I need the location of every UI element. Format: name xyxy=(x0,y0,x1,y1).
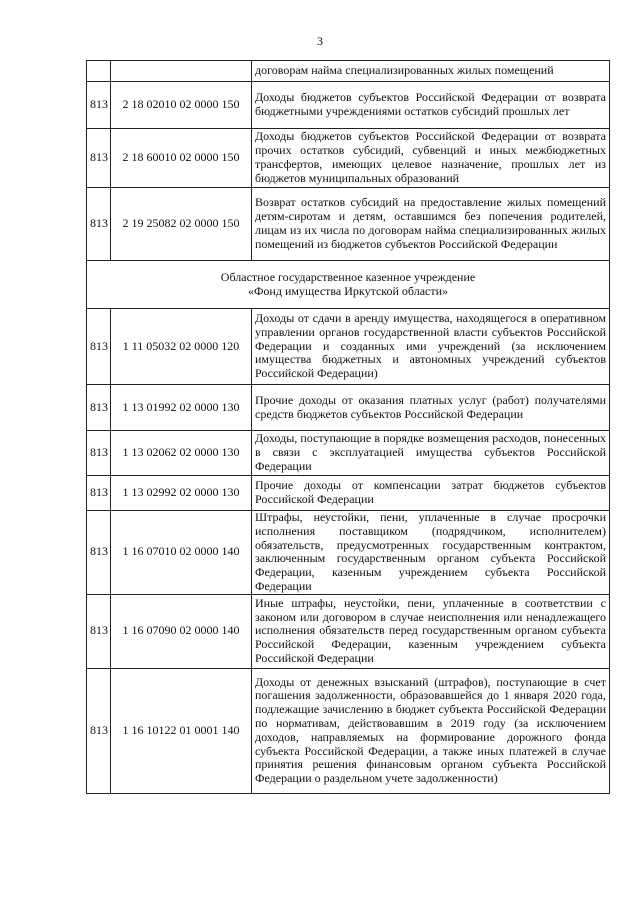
budget-code-cell: 2 18 02010 02 0000 150 xyxy=(111,82,252,129)
budget-code-cell: 1 13 02062 02 0000 130 xyxy=(111,431,252,476)
table-row xyxy=(87,385,610,431)
table-row xyxy=(87,511,610,595)
admin-code-cell: 813 xyxy=(87,129,111,188)
table-row xyxy=(87,61,610,82)
admin-code-cell: 813 xyxy=(87,431,111,476)
description-cell: Доходы, поступающие в порядке возмещения расходов, понесенных в связи с эксплуатацией имущества субъектов Российской Федерации xyxy=(252,431,610,476)
admin-code-cell: 813 xyxy=(87,385,111,431)
budget-code-cell: 1 16 07090 02 0000 140 xyxy=(111,594,252,668)
admin-code-cell: 813 xyxy=(87,476,111,511)
budget-code-cell: 1 13 01992 02 0000 130 xyxy=(111,385,252,431)
revenue-codes-table xyxy=(86,60,610,794)
budget-code-cell: 1 16 10122 01 0001 140 xyxy=(111,668,252,793)
description-cell: договорам найма специализированных жилых помещений xyxy=(252,61,610,82)
section-title-line-1: Областное государственное казенное учреждение xyxy=(220,269,476,284)
budget-code-cell: 1 13 02992 02 0000 130 xyxy=(111,476,252,511)
section-header-row xyxy=(87,261,610,309)
description-cell: Доходы бюджетов субъектов Российской Федерации от возврата бюджетными учреждениями остатков субсидий прошлых лет xyxy=(252,82,610,129)
description-cell: Прочие доходы от компенсации затрат бюджетов субъектов Российской Федерации xyxy=(252,476,610,511)
admin-code-cell xyxy=(87,61,111,82)
admin-code-cell: 813 xyxy=(87,188,111,261)
table-row xyxy=(87,309,610,385)
admin-code-cell: 813 xyxy=(87,668,111,793)
table-body-top xyxy=(87,61,610,794)
budget-code-cell: 1 16 07010 02 0000 140 xyxy=(111,511,252,595)
section-header xyxy=(87,261,610,309)
budget-code-cell: 1 11 05032 02 0000 120 xyxy=(111,309,252,385)
budget-code-cell xyxy=(111,61,252,82)
description-cell: Прочие доходы от оказания платных услуг (работ) получателями средств бюджетов субъектов Российской Федерации xyxy=(252,385,610,431)
description-cell: Возврат остатков субсидий на предоставление жилых помещений детям-сиротам и детям, оставшимся без попечения родителей, лицам из их числа по договорам найма специализированных жилых помещений из бюджетов субъектов Российской Федерации xyxy=(252,188,610,261)
table-row xyxy=(87,129,610,188)
table-row xyxy=(87,668,610,793)
description-cell: Иные штрафы, неустойки, пени, уплаченные в соответствии с законом или договором в случае неисполнения или ненадлежащего исполнения обязательств перед государственным органом субъекта Российской Федерации, казенным учреждением субъекта Российской Федерации xyxy=(252,594,610,668)
budget-code-cell: 2 19 25082 02 0000 150 xyxy=(111,188,252,261)
table-row xyxy=(87,594,610,668)
page-number: 3 xyxy=(317,34,323,48)
description-cell: Доходы от денежных взысканий (штрафов), поступающие в счет погашения задолженности, образовавшейся до 1 января 2020 года, подлежащие зачислению в бюджет субъекта Российской Федерации по нормативам, действовавшим в 2019 году (за исключением доходов, направляемых на формирование дорожного фонда субъекта Российской Федерации, а также иных платежей в случае принятия решения финансовым органом субъекта Российской Федерации о раздельном учете задолженности) xyxy=(252,668,610,793)
description-cell: Доходы бюджетов субъектов Российской Федерации от возврата прочих остатков субсидий, субвенций и иных межбюджетных трансфертов, имеющих целевое назначение, прошлых лет из бюджетов муниципальных образований xyxy=(252,129,610,188)
description-cell: Доходы от сдачи в аренду имущества, находящегося в оперативном управлении органов государственной власти субъектов Российской Федерации и созданных ими учреждений (за исключением имущества бюджетных и автономных учреждений субъектов Российской Федерации) xyxy=(252,309,610,385)
description-cell: Штрафы, неустойки, пени, уплаченные в случае просрочки исполнения поставщиком (подрядчиком, исполнителем) обязательств, предусмотренных государственным контрактом, заключенным государственным органом субъекта Российской Федерации, казенным учреждением субъекта Российской Федерации xyxy=(252,511,610,595)
table-row xyxy=(87,431,610,476)
admin-code-cell: 813 xyxy=(87,309,111,385)
admin-code-cell: 813 xyxy=(87,511,111,595)
table-row xyxy=(87,188,610,261)
section-title-line-2: «Фонд имущества Иркутской области» xyxy=(247,283,449,298)
table-row xyxy=(87,476,610,511)
admin-code-cell: 813 xyxy=(87,594,111,668)
budget-code-cell: 2 18 60010 02 0000 150 xyxy=(111,129,252,188)
admin-code-cell: 813 xyxy=(87,82,111,129)
table-row xyxy=(87,82,610,129)
